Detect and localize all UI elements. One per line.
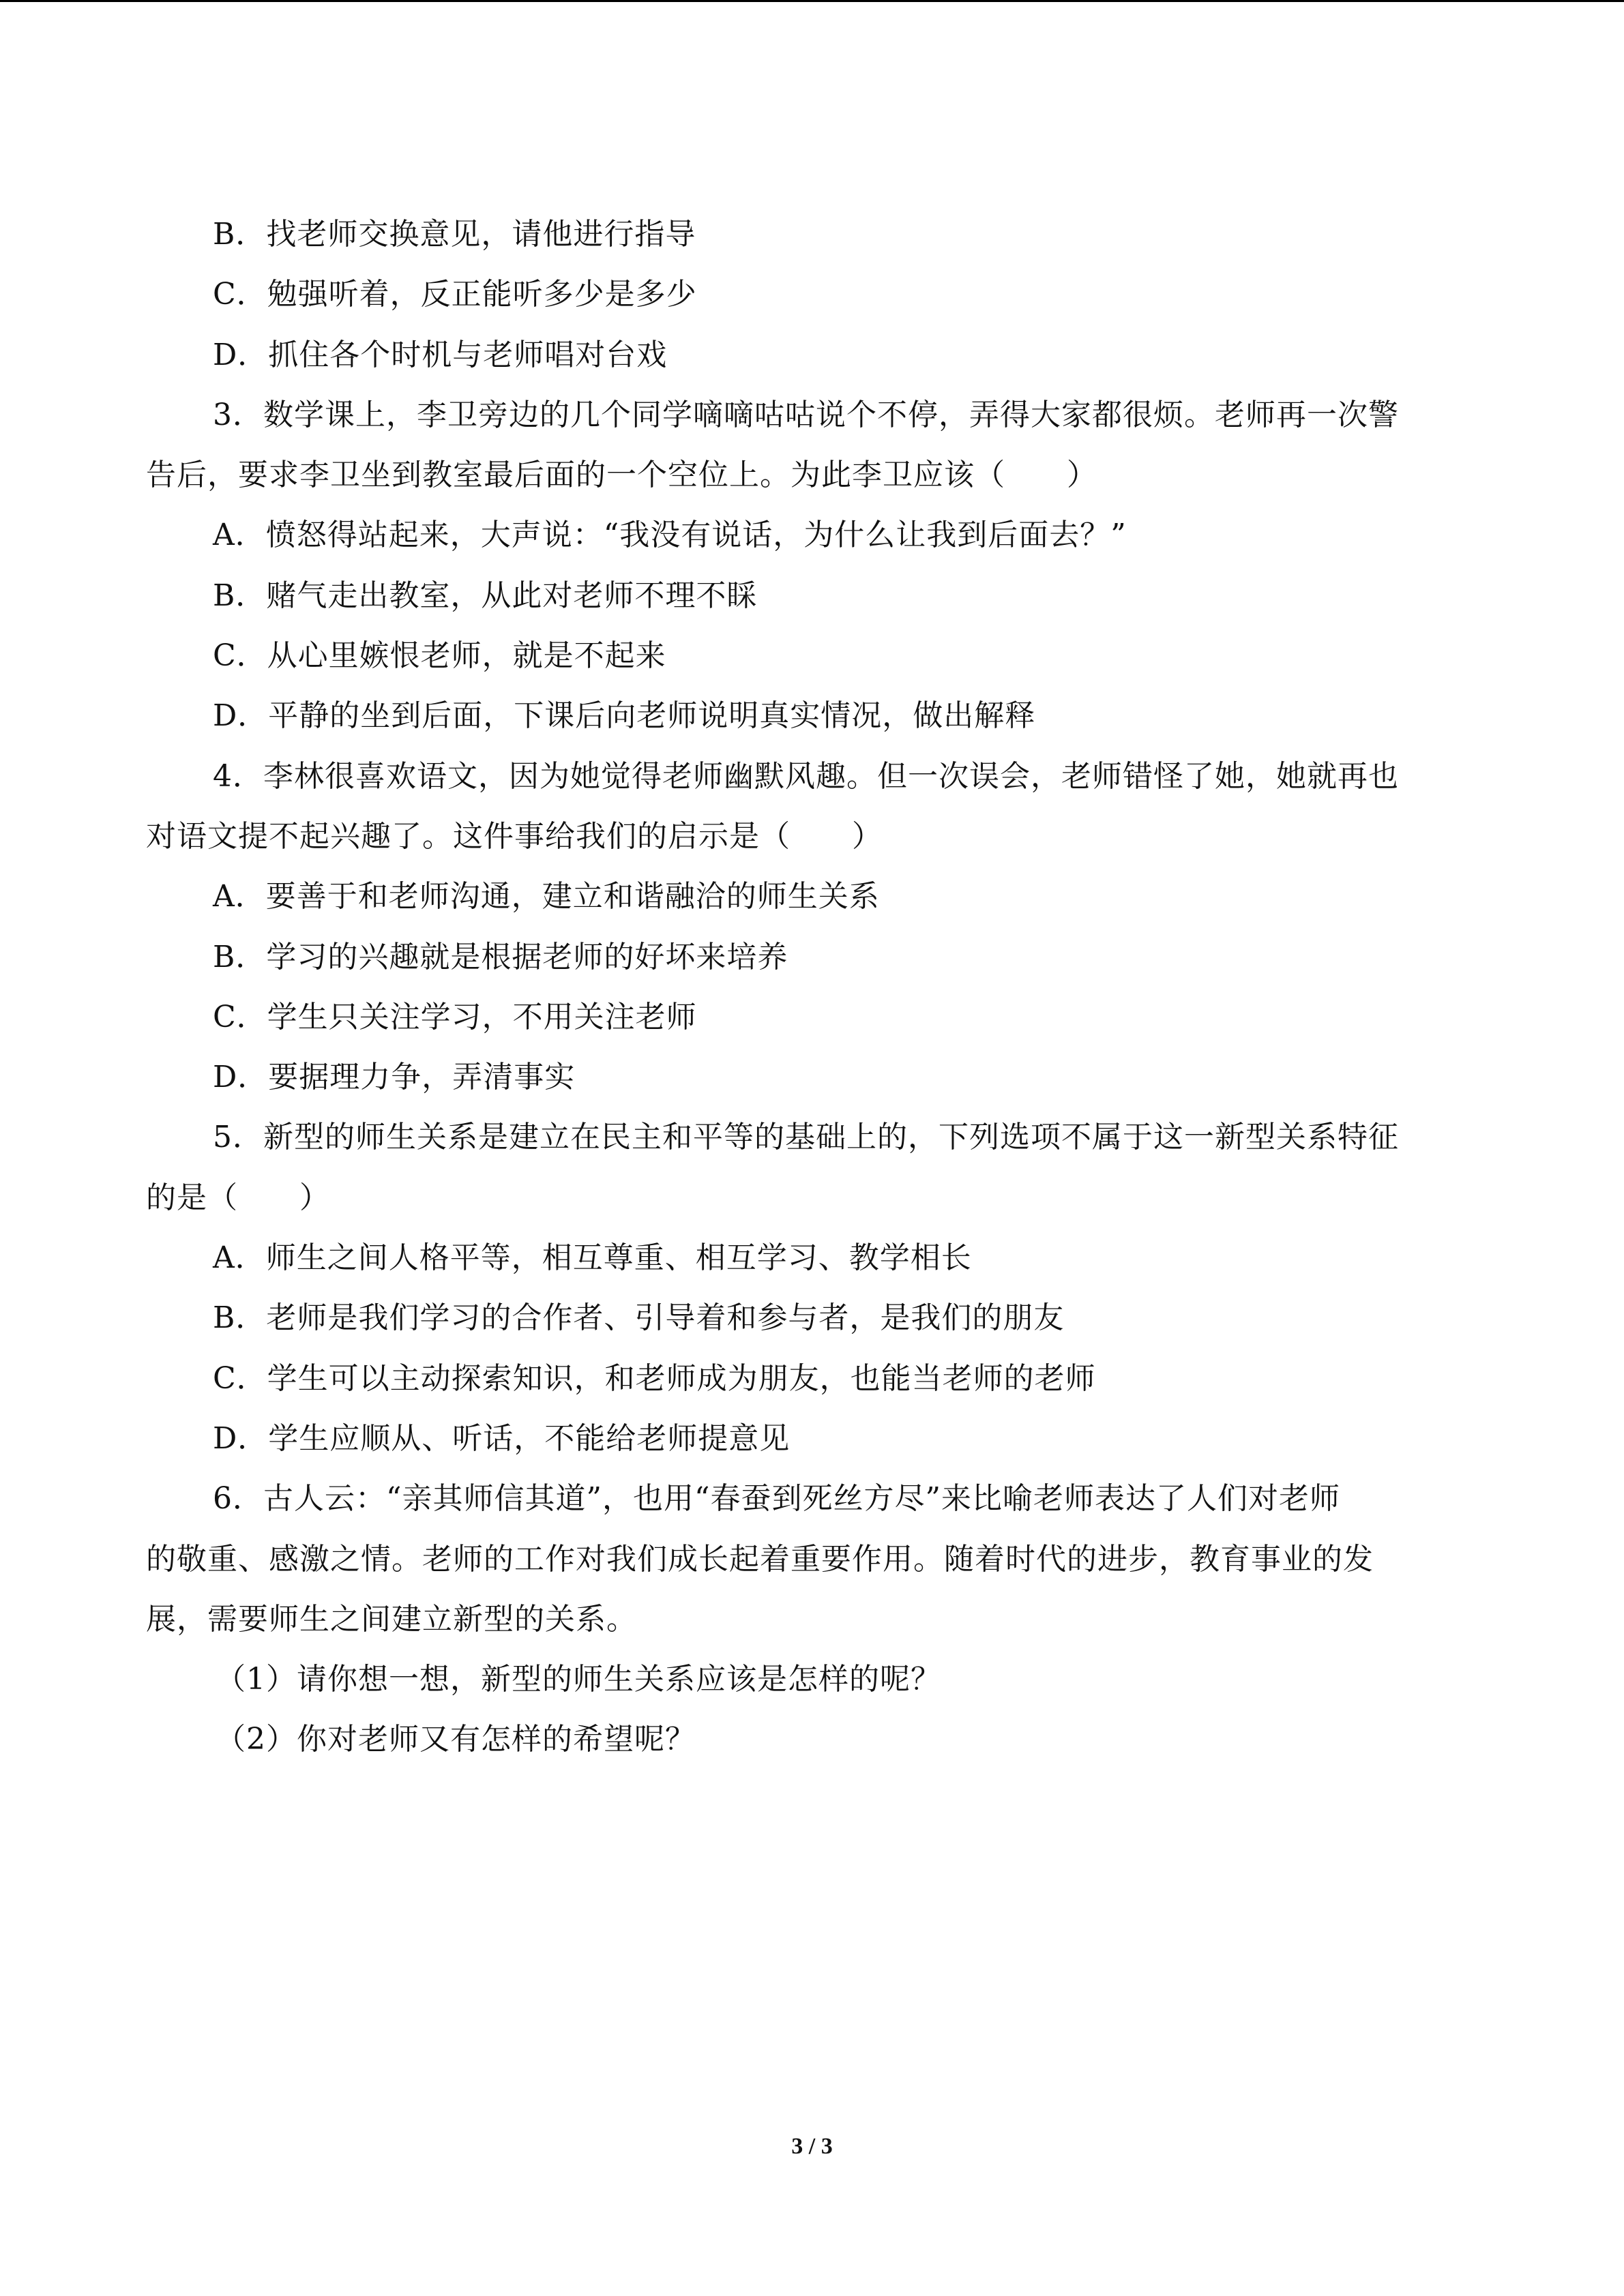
q3-stem-line-2: 告后，要求李卫坐到教室最后面的一个空位上。为此李卫应该（ ）: [146, 458, 1097, 493]
q5-option-a: A．师生之间人格平等，相互尊重、相互学习、教学相长: [213, 1240, 972, 1276]
q3-option-b: B．赌气走出教室，从此对老师不理不睬: [213, 578, 758, 613]
q6-subquestion-2: （2）你对老师又有怎样的希望呢？: [216, 1722, 696, 1757]
q3-option-c: C．从心里嫉恨老师，就是不起来: [213, 638, 666, 674]
q5-option-b: B．老师是我们学习的合作者、引导着和参与者，是我们的朋友: [213, 1300, 1065, 1336]
q4-stem-line-2: 对语文提不起兴趣了。这件事给我们的启示是（ ）: [146, 818, 883, 854]
q3-option-d: D．平静的坐到后面，下课后向老师说明真实情况，做出解释: [213, 698, 1036, 734]
q6-stem-line-1: 6．古人云：“亲其师信其道”，也用“春蚕到死丝方尽”来比喻老师表达了人们对老师: [213, 1481, 1340, 1517]
q4-option-a: A．要善于和老师沟通，建立和谐融洽的师生关系: [213, 879, 880, 914]
q5-stem-line-2: 的是（ ）: [146, 1180, 330, 1215]
q5-option-c: C．学生可以主动探索知识，和老师成为朋友，也能当老师的老师: [213, 1360, 1096, 1396]
q4-option-c: C．学生只关注学习，不用关注老师: [213, 999, 697, 1034]
page-top-border: [0, 0, 1624, 2]
q6-stem-line-2: 的敬重、感激之情。老师的工作对我们成长起着重要作用。随着时代的进步，教育事业的发: [146, 1541, 1374, 1577]
q6-stem-line-3: 展，需要师生之间建立新型的关系。: [146, 1601, 637, 1637]
q4-stem-line-1: 4．李林很喜欢语文，因为她觉得老师幽默风趣。但一次误会，老师错怪了她，她就再也: [213, 758, 1399, 794]
q6-subquestion-1: （1）请你想一想，新型的师生关系应该是怎样的呢？: [216, 1662, 941, 1697]
q4-option-d: D．要据理力争，弄清事实: [213, 1060, 576, 1095]
document-body: [146, 205, 1476, 1770]
q3-stem-line-1: 3．数学课上，李卫旁边的几个同学嘀嘀咕咕说个不停，弄得大家都很烦。老师再一次警: [213, 397, 1399, 432]
q2-option-d: D．抓住各个时机与老师唱对台戏: [213, 337, 668, 372]
q4-option-b: B．学习的兴趣就是根据老师的好坏来培养: [213, 939, 788, 974]
q2-option-b: B．找老师交换意见，请他进行指导: [213, 217, 696, 252]
q5-option-d: D．学生应顺从、听话，不能给老师提意见: [213, 1420, 791, 1456]
q2-option-c: C．勉强听着，反正能听多少是多少: [213, 277, 697, 312]
q3-option-a: A．愤怒得站起来，大声说：“我没有说话，为什么让我到后面去？”: [213, 518, 1127, 553]
page-number: 3 / 3: [791, 2134, 833, 2159]
q5-stem-line-1: 5．新型的师生关系是建立在民主和平等的基础上的，下列选项不属于这一新型关系特征: [213, 1120, 1399, 1155]
